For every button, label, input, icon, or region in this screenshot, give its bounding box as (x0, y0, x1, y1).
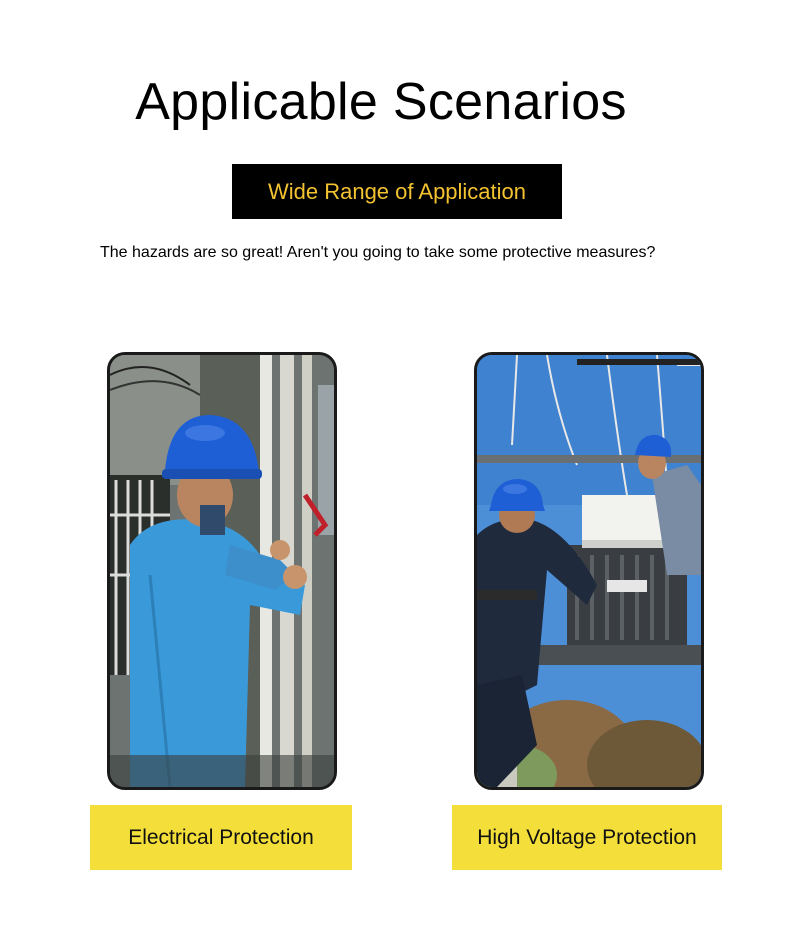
transformer-illustration (477, 355, 701, 787)
subtitle-banner (232, 164, 562, 219)
scenario-label: Electrical Protection (128, 825, 314, 849)
high-voltage-protection-photo (474, 352, 704, 790)
tagline: The hazards are so great! Aren't you going to take some protective measures? (100, 244, 656, 261)
electrician-illustration (110, 355, 334, 787)
electrical-protection-photo (107, 352, 337, 790)
scenario-label: High Voltage Protection (477, 825, 697, 849)
electrical-protection-label (90, 805, 352, 870)
page-title: Applicable Scenarios (135, 73, 627, 131)
high-voltage-protection-label (452, 805, 722, 870)
subtitle-text: Wide Range of Application (267, 178, 527, 204)
